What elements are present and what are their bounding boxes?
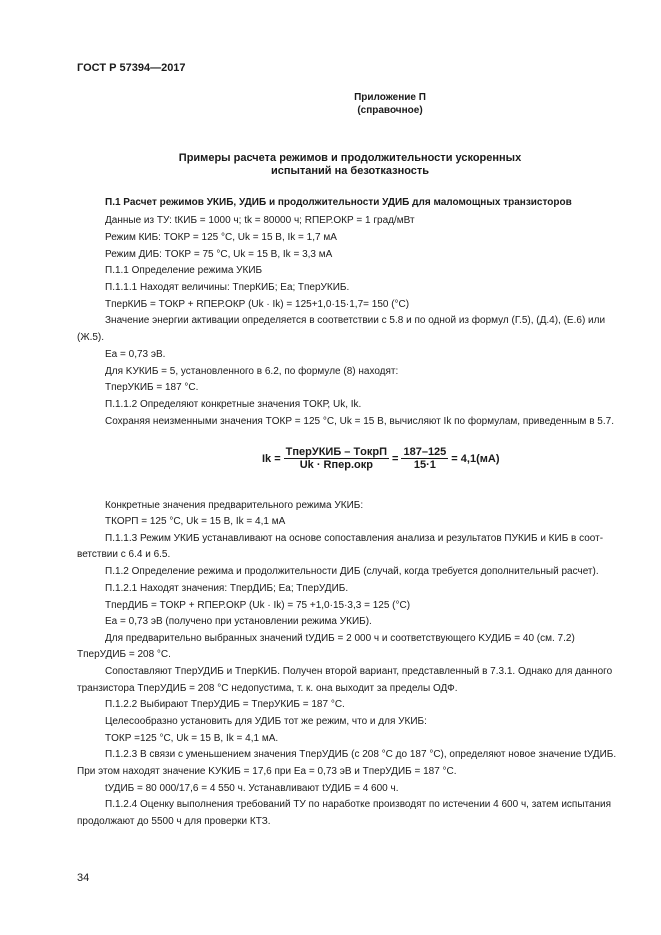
document-header: ГОСТ Р 57394—2017 — [77, 62, 186, 74]
text-line: Конкретные значения предварительного режима УКИБ: — [105, 500, 364, 511]
text-line: Для KУКИБ = 5, установленного в 6.2, по формуле (8) находят: — [105, 366, 399, 377]
text-line: TперДИБ = TОКР + RПЕР.ОКР (Uk · Ik) = 75 +1,0·15·3,3 = 125 (°С) — [105, 600, 411, 611]
text-line: Ea = 0,73 эВ. — [105, 349, 166, 360]
text-line: Режим ДИБ: TОКР = 75 °С, Uk = 15 В, Ik = 3,3 мА — [105, 249, 333, 260]
text-line: Данные из ТУ: tКИБ = 1000 ч; tk = 80000 ч; RПЕР.ОКР = 1 град/мВт — [105, 215, 415, 226]
text-line: TперКИБ = TОКР + RПЕР.ОКР (Uk · Ik) = 125+1,0·15·1,7= 150 (°С) — [105, 299, 410, 310]
text-line: продолжают до 5500 ч для проверки КТЗ. — [77, 816, 271, 827]
text-line: П.1.1 Определение режима УКИБ — [105, 265, 263, 276]
section-heading: П.1 Расчет режимов УКИБ, УДИБ и продолжительности УДИБ для маломощных транзисторов — [105, 197, 572, 208]
text-line: П.1.1.2 Определяют конкретные значения TОКР, Uk, Ik. — [105, 399, 362, 410]
text-line: TперУКИБ = 187 °С. — [105, 382, 199, 393]
text-line: Сопоставляют TперУДИБ и TперКИБ. Получен второй вариант, представленный в 7.3.1. Однако для данного — [105, 666, 613, 677]
text-line: транзистора TперУДИБ = 208 °С недопустима, т. к. она выходит за пределы ОДФ. — [77, 683, 458, 694]
text-line: П.1.1.3 Режим УКИБ устанавливают на основе сопоставления анализа и результатов ПУКИБ и КИБ в соот- — [105, 533, 604, 544]
text-line: Ea = 0,73 эВ (получено при установлении режима УКИБ). — [105, 616, 372, 627]
text-line: Режим КИБ: TОКР = 125 °С, Uk = 15 В, Ik = 1,7 мА — [105, 232, 337, 243]
text-line: Сохраняя неизменными значения TОКР = 125 °С, Uk = 15 В, вычисляют Ik по формулам, приведенным в 5.7. — [105, 416, 614, 427]
text-line: П.1.1.1 Находят величины: TперКИБ; Ea; TперУКИБ. — [105, 282, 350, 293]
formula-fraction-1 — [284, 446, 389, 471]
formula — [262, 446, 499, 471]
formula-denominator-1: Uk · Rпер.окр — [299, 459, 373, 471]
text-line: Для предварительно выбранных значений tУДИБ = 2 000 ч и соответствующего KУДИБ = 40 (см. 7.2) — [105, 633, 575, 644]
formula-lhs: Ik = — [262, 452, 281, 465]
text-line: TперУДИБ = 208 °С. — [77, 649, 171, 660]
formula-fraction-2 — [401, 446, 448, 471]
text-line: Целесообразно установить для УДИБ тот же режим, что и для УКИБ: — [105, 716, 427, 727]
text-line: TОКР =125 °С, Uk = 15 В, Ik = 4,1 мА. — [105, 733, 279, 744]
text-line: (Ж.5). — [77, 332, 105, 343]
appendix-note: (справочное) — [357, 105, 423, 116]
text-line: При этом находят значение KУКИБ = 17,6 при Ea = 0,73 эВ и TперУДИБ = 187 °С. — [77, 766, 457, 777]
text-line: ветствии с 6.4 и 6.5. — [77, 549, 171, 560]
formula-denominator-2: 15·1 — [413, 459, 436, 471]
title-line-1: Примеры расчета режимов и продолжительности ускоренных — [178, 152, 522, 164]
page-number: 34 — [77, 872, 90, 884]
formula-numerator-2: 187–125 — [403, 446, 447, 458]
text-line: П.1.2.1 Находят значения: TперДИБ; Ea; TперУДИБ. — [105, 583, 349, 594]
text-line: П.1.2.3 В связи с уменьшением значения TперУДИБ (с 208 °С до 187 °С), определяют новое значение tУДИБ. — [105, 749, 617, 760]
formula-result: = 4,1(мА) — [451, 452, 500, 465]
text-line: tУДИБ = 80 000/17,6 = 4 550 ч. Устанавливают tУДИБ = 4 600 ч. — [105, 783, 399, 794]
text-line: Значение энергии активации определяется в соответствии с 5.8 и по одной из формул (Г.5), (Д.4), (Е.6) или — [105, 315, 606, 326]
text-line: П.1.2.4 Оценку выполнения требований ТУ по наработке производят по истечении 4 600 ч, затем испытания — [105, 799, 612, 810]
text-line: TКОРП = 125 °С, Uk = 15 В, Ik = 4,1 мА — [105, 516, 286, 527]
appendix-label: Приложение П — [354, 92, 426, 103]
text-line: П.1.2.2 Выбирают TперУДИБ = TперУКИБ = 187 °С. — [105, 699, 345, 710]
title-line-2: испытаний на безотказность — [270, 165, 430, 177]
text-line: П.1.2 Определение режима и продолжительности ДИБ (случай, когда требуется дополнительный расчет). — [105, 566, 599, 577]
formula-numerator-1: TперУКИБ – TокрП — [285, 446, 388, 458]
formula-equals: = — [392, 452, 399, 465]
